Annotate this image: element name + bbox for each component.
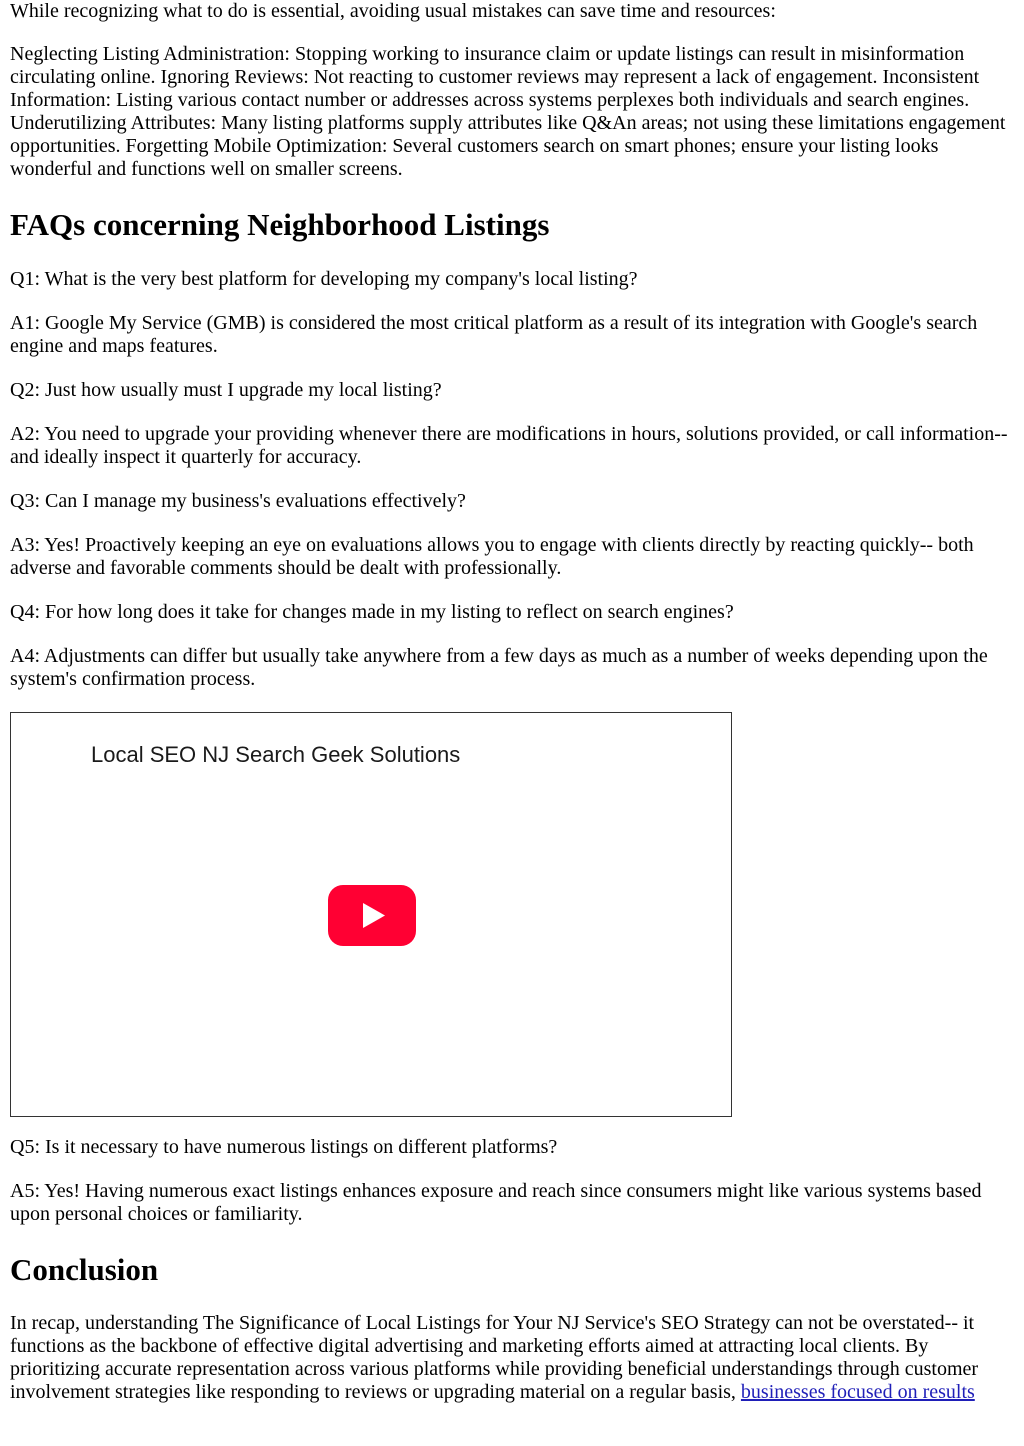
conclusion-text: In recap, understanding The Significance of Local Listings for Your NJ Service's SEO Strategy can not be overstated-- it functions as the backbone of effective digital advertising and marketing efforts aimed at attracting local clients. By prioritizing accurate representation across various platforms while providing beneficial understandings through customer involvement strategies like responding to reviews or upgrading material on a regular basis,	[10, 1312, 979, 1403]
faq-heading: FAQs concerning Neighborhood Listings	[10, 207, 550, 242]
mistakes-paragraph: Neglecting Listing Administration: Stopping working to insurance claim or update listings can result in misinformation circulating online. Ignoring Reviews: Not reacting to customer reviews may represent a lack of engagement. Inconsistent Information: Listing various contact number or addresses across systems perplexes both individuals and search engines. Underutilizing Attributes: Many listing platforms supply attributes like Q&An areas; not using these limitations engagement opportunities. Forgetting Mobile Optimization: Several customers search on smart phones; ensure your listing looks wonderful and functions well on smaller screens.	[10, 43, 1006, 180]
video-title[interactable]: Local SEO NJ Search Geek Solutions	[91, 742, 461, 767]
conclusion-paragraph	[10, 1312, 1013, 1404]
faq-answer: A2: You need to upgrade your providing whenever there are modifications in hours, solutions provided, or call information-- and ideally inspect it quarterly for accuracy.	[10, 423, 1008, 468]
faq-answer: A1: Google My Service (GMB) is considered the most critical platform as a result of its integration with Google's search engine and maps features.	[10, 312, 978, 357]
faq-answer: A4: Adjustments can differ but usually take anywhere from a few days as much as a number of weeks depending upon the system's confirmation process.	[10, 645, 988, 690]
conclusion-heading: Conclusion	[10, 1252, 159, 1287]
faq-question: Q3: Can I manage my business's evaluations effectively?	[10, 490, 466, 512]
video-embed[interactable]	[10, 712, 732, 1117]
play-icon[interactable]	[328, 885, 416, 946]
faq-question: Q1: What is the very best platform for developing my company's local listing?	[10, 268, 638, 290]
businesses-link[interactable]: businesses focused on results	[740, 1381, 975, 1403]
faq-question: Q4: For how long does it take for changes made in my listing to reflect on search engines?	[10, 601, 734, 623]
faq-answer: A3: Yes! Proactively keeping an eye on evaluations allows you to engage with clients directly by reacting quickly-- both adverse and favorable comments should be dealt with professionally.	[10, 534, 974, 579]
intro-paragraph: While recognizing what to do is essential, avoiding usual mistakes can save time and resources:	[10, 0, 776, 22]
faq-question: Q5: Is it necessary to have numerous listings on different platforms?	[10, 1136, 558, 1158]
faq-answer: A5: Yes! Having numerous exact listings enhances exposure and reach since consumers might like various systems based upon personal choices or familiarity.	[10, 1180, 982, 1225]
faq-question: Q2: Just how usually must I upgrade my local listing?	[10, 379, 442, 401]
